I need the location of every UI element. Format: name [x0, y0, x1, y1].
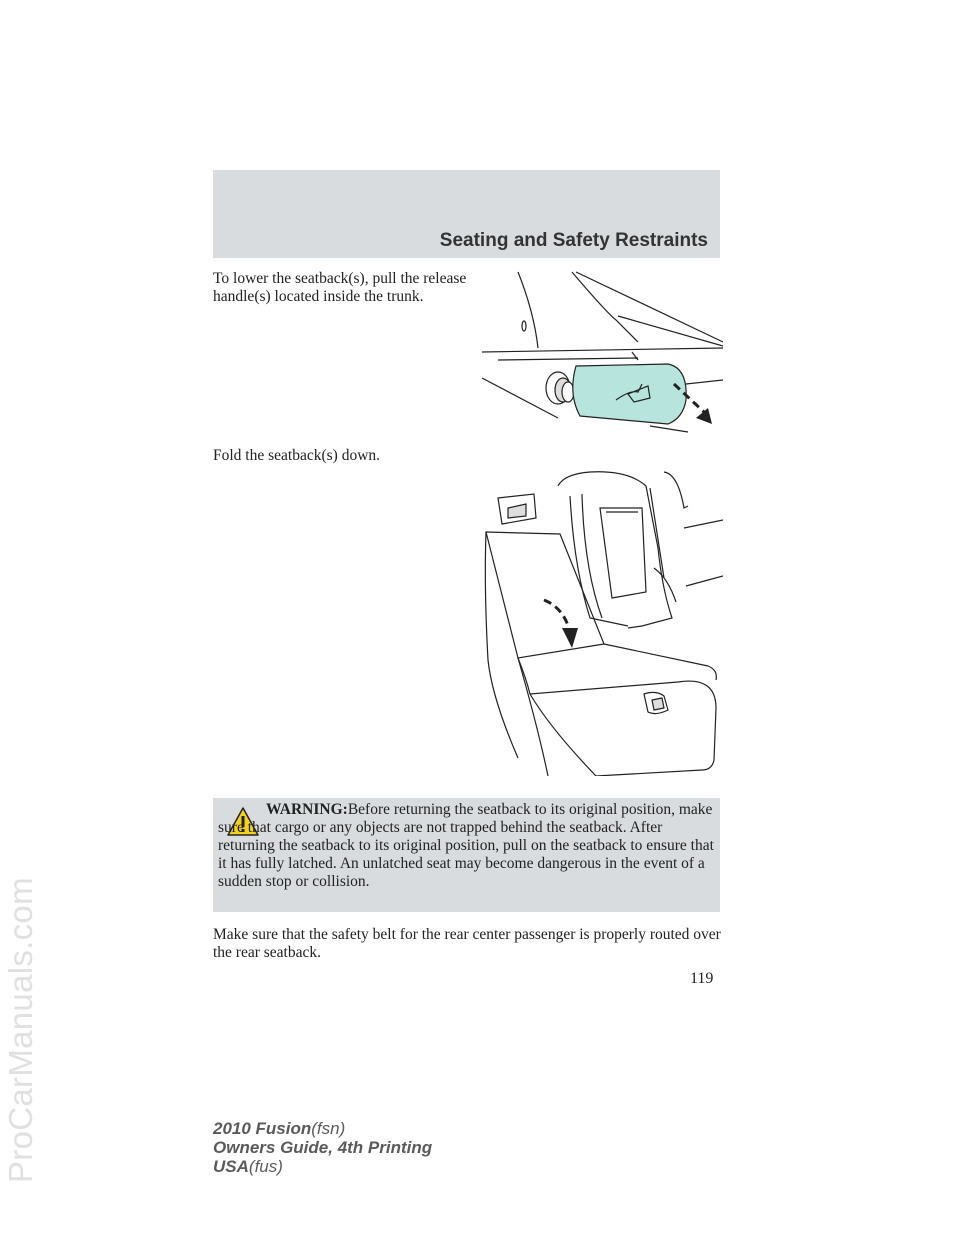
footer-line-1: 2010 Fusion(fsn): [213, 1119, 346, 1138]
footer-line-3: USA(fus): [213, 1157, 283, 1176]
page-number: 119: [690, 970, 714, 987]
instruction-lower-seatback: To lower the seatback(s), pull the release handle(s) located inside the trunk.: [213, 270, 467, 305]
section-header: [213, 170, 720, 258]
trunk-release-handle-illustration: [478, 268, 723, 438]
warning-label: WARNING:: [266, 801, 348, 818]
footer-line-2: Owners Guide, 4th Printing: [213, 1138, 433, 1157]
warning-text: [218, 801, 718, 891]
fold-seatback-illustration: [478, 468, 723, 776]
footer: [213, 1119, 432, 1176]
warning-body: Before returning the seatback to its original position, make sure that cargo or any objects are not trapped behind the seatback. After returning the seatback to its original position, pull on the seatback to ensure that it has fully latched. An unlatched seat may become dangerous in the event of a sudden stop or collision.: [218, 801, 714, 890]
instruction-safety-belt: Make sure that the safety belt for the rear center passenger is properly routed over the rear seatback.: [213, 926, 721, 961]
warning-box: [213, 798, 720, 912]
section-title: Seating and Safety Restraints: [439, 230, 708, 251]
instruction-fold-seatback: Fold the seatback(s) down.: [213, 447, 381, 464]
watermark: ProCarManuals.com: [2, 877, 39, 1183]
